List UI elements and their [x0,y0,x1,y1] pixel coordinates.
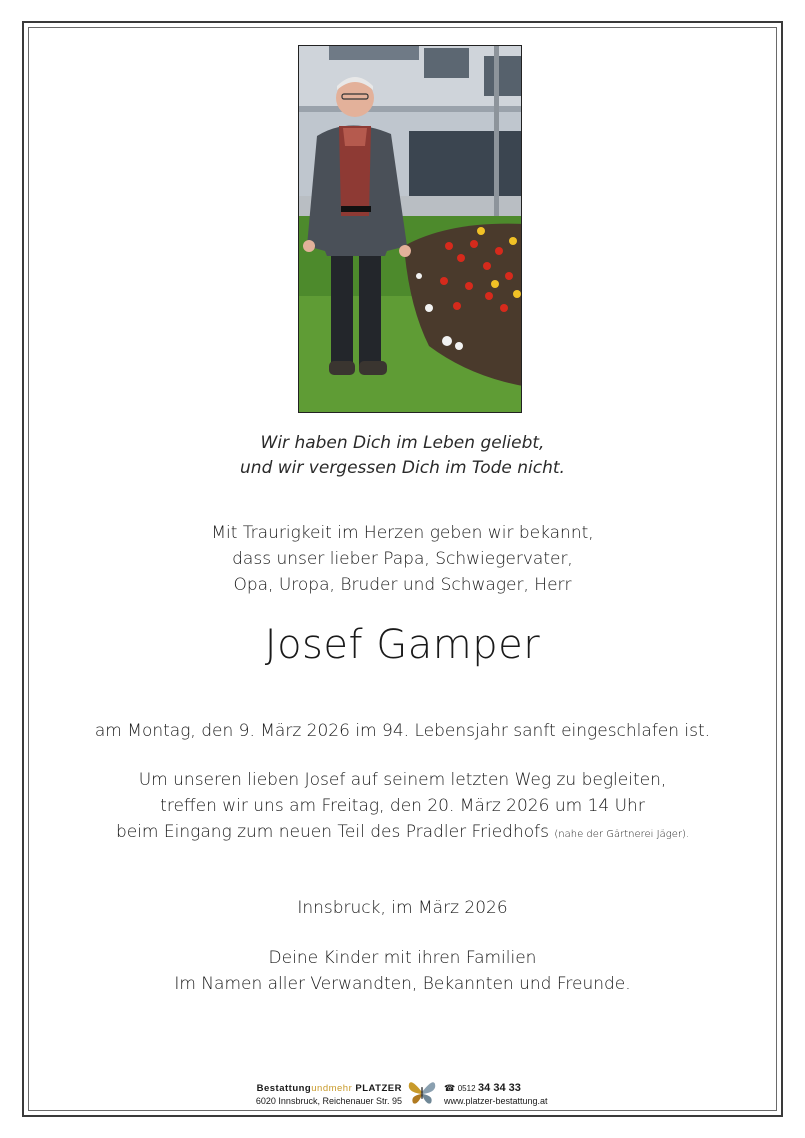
funeral-home-address: 6020 Innsbruck, Reichenauer Str. 95 [255,1096,402,1106]
phone-line [444,1082,584,1095]
portrait-photo [298,45,522,413]
brand-part-1: Bestattung [256,1083,312,1094]
funeral-home-info [232,1082,402,1108]
funeral-line-1: Um unseren lieben Josef auf seinem letzten Weg zu begleiten, [138,770,667,790]
brand-part-3: PLATZER [352,1083,402,1094]
deceased-name: Josef Gamper [264,622,541,668]
passing-statement: am Montag, den 9. März 2026 im 94. Lebensjahr sanft eingeschlafen ist. [94,721,711,741]
funeral-line-3 [0,819,805,848]
funeral-line-2: treffen wir uns am Freitag, den 20. März 2026 um 14 Uhr [160,796,645,816]
website-link[interactable]: www.platzer-bestattung.at [444,1096,548,1106]
phone-prefix: 0512 [457,1084,476,1093]
quote-line-2: und wir vergessen Dich im Tode nicht. [240,458,565,478]
intro-line-2: dass unser lieber Papa, Schwiegervater, [232,549,573,569]
intro-line-1: Mit Traurigkeit im Herzen geben wir bekannt, [211,523,594,543]
intro-line-3: Opa, Uropa, Bruder und Schwager, Herr [233,575,572,595]
announcement-intro [0,520,805,598]
butterfly-icon [407,1078,437,1106]
phone-number: 34 34 33 [478,1082,521,1094]
signoff-line-1: Deine Kinder mit ihren Familien [268,948,537,968]
phone-icon: ☎ [444,1083,456,1093]
funeral-details [0,767,805,848]
contact-info [444,1082,584,1108]
funeral-home-brand [232,1082,402,1095]
place-date: Innsbruck, im März 2026 [297,898,508,918]
family-signoff [0,945,805,997]
brand-part-2: undmehr [311,1083,353,1094]
memorial-quote [0,431,805,481]
signoff-line-2: Im Namen aller Verwandten, Bekannten und Freunde. [174,974,631,994]
funeral-location-note: (nahe der Gärtnerei Jäger). [554,829,690,840]
quote-line-1: Wir haben Dich im Leben geliebt, [260,433,545,453]
funeral-location: beim Eingang zum neuen Teil des Pradler Friedhofs [115,822,549,842]
